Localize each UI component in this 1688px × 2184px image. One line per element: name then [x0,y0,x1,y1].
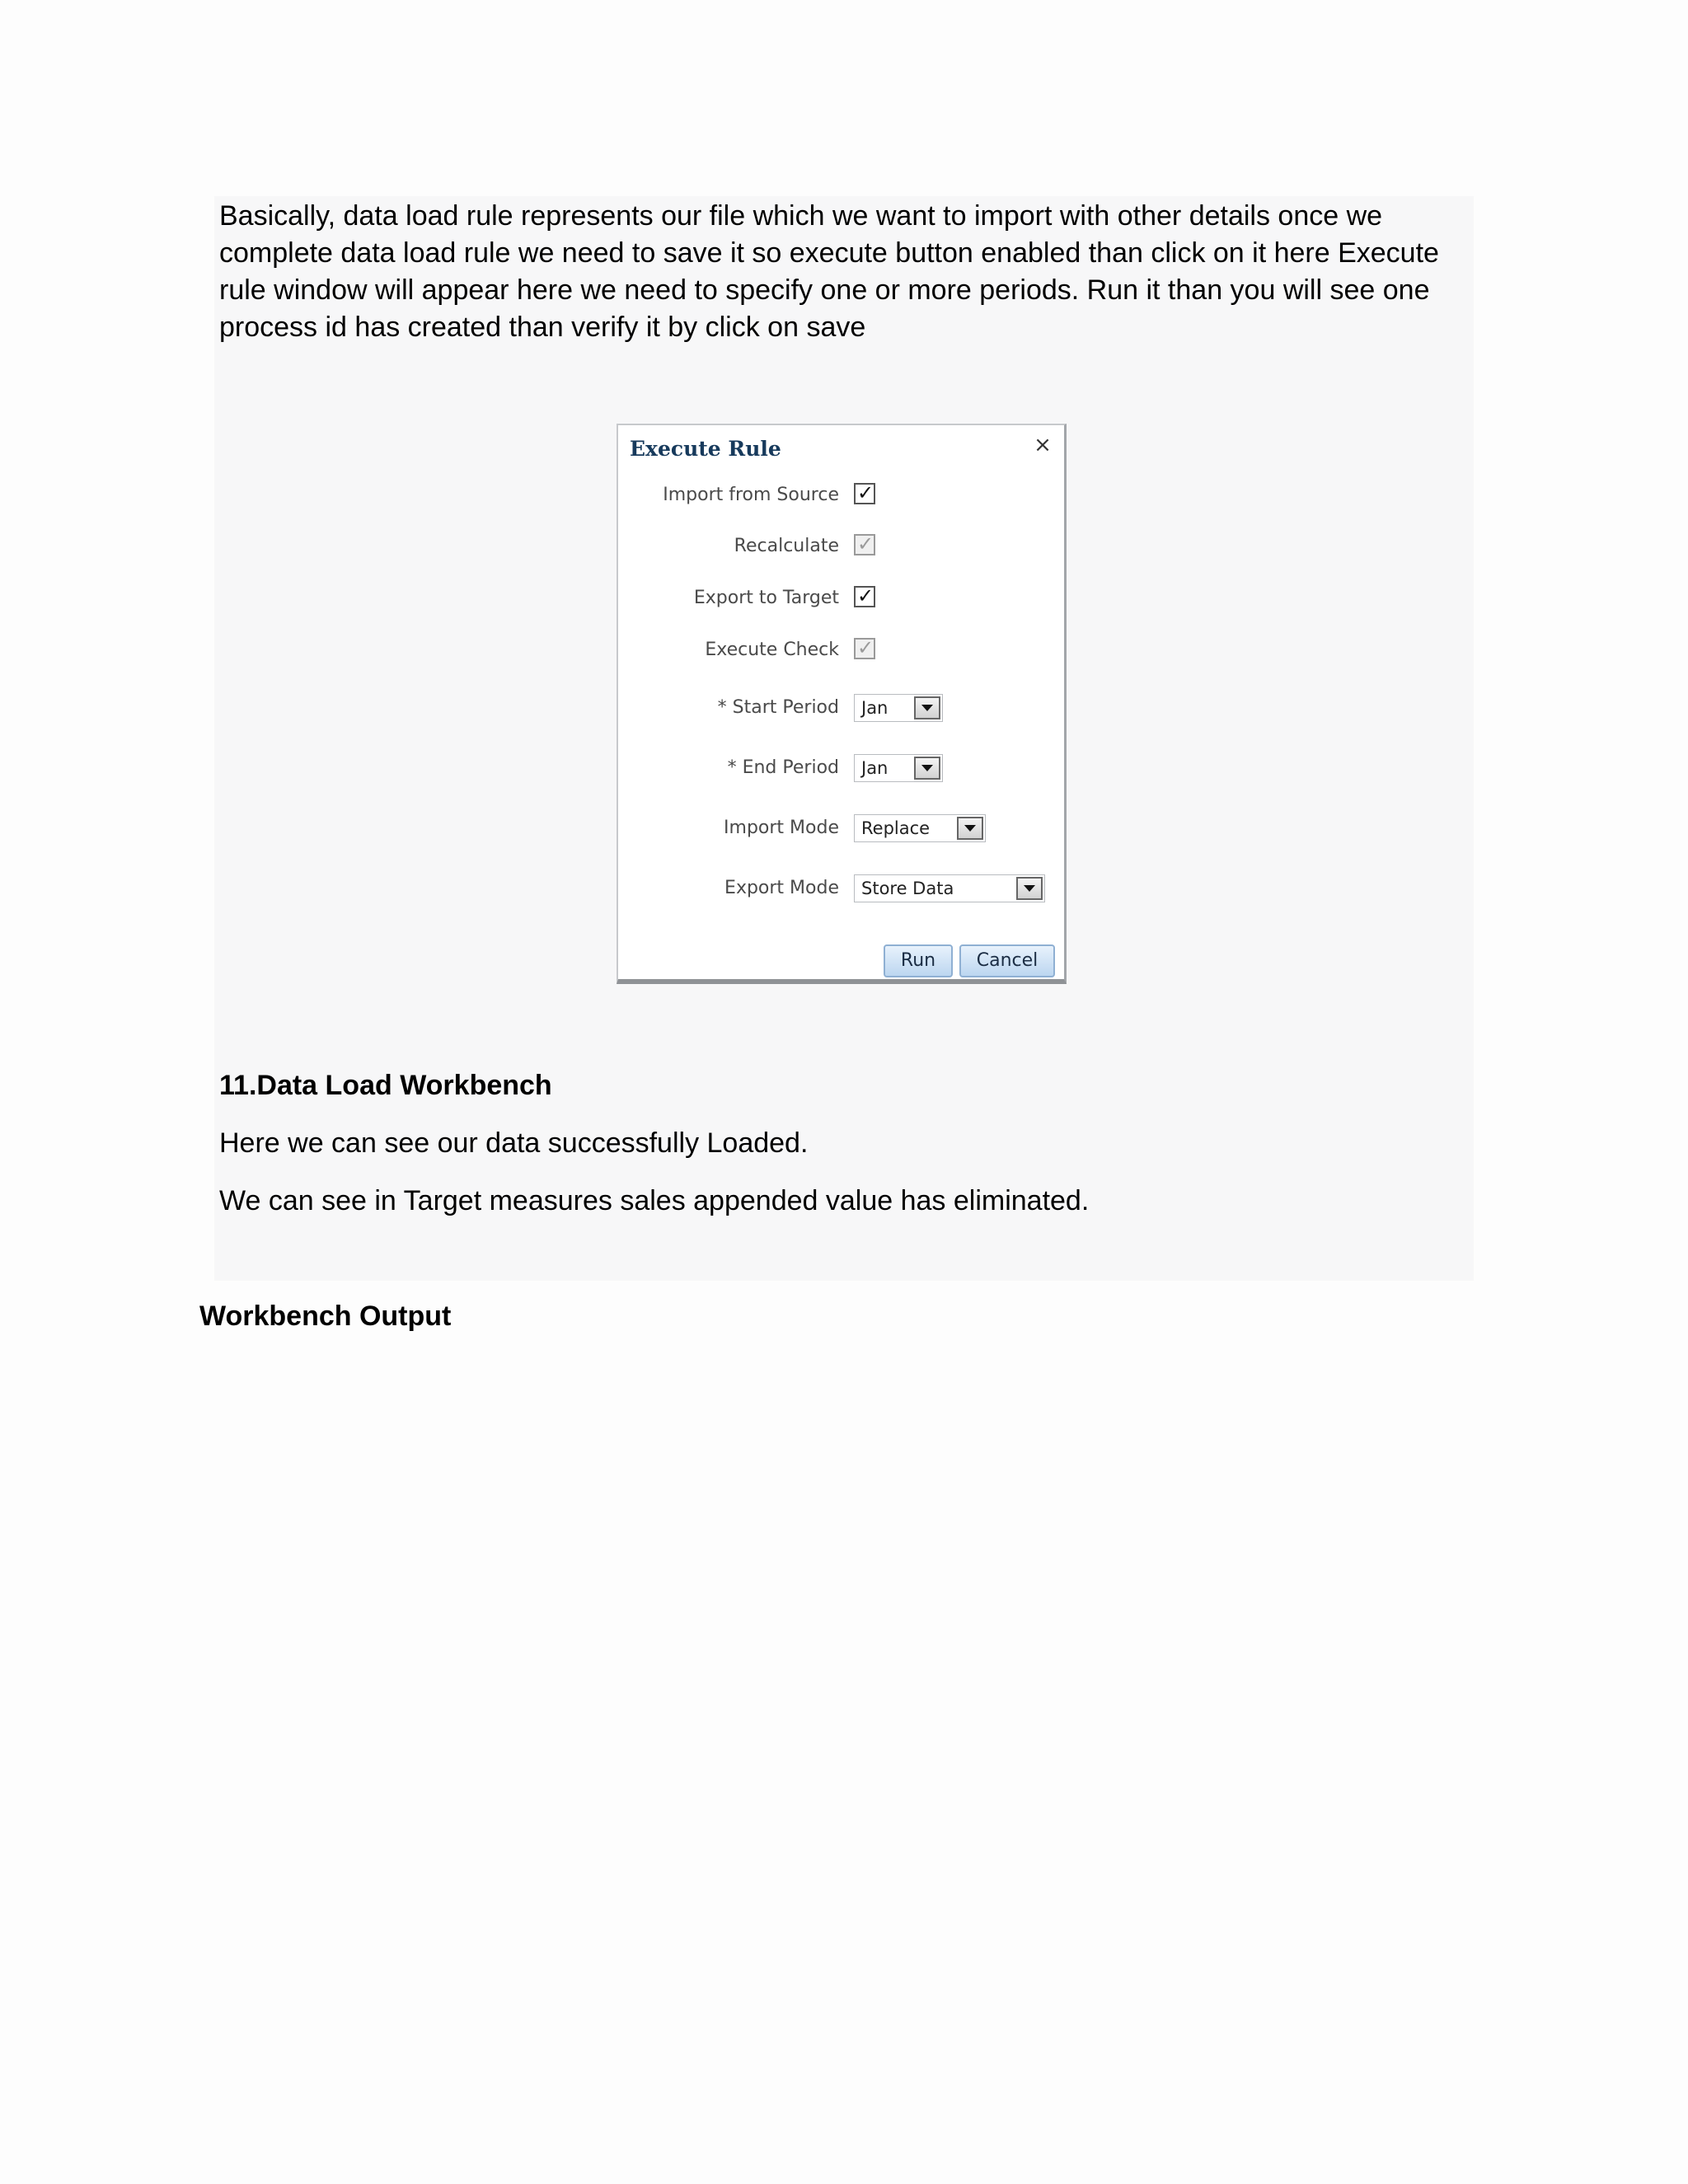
select-value: Jan [861,698,889,718]
run-button[interactable]: Run [884,944,953,977]
dropdown-button[interactable] [957,817,983,840]
chevron-down-icon [964,825,976,832]
chevron-down-icon [1024,885,1035,892]
execute-rule-dialog [617,424,1067,984]
field-end-period [618,754,1068,787]
execute-check-checkbox [854,638,875,659]
check-icon: ✓ [857,481,874,504]
dropdown-button[interactable] [1016,877,1043,900]
field-import-mode [618,814,1068,847]
option-export-to-target [618,583,1068,616]
dropdown-button[interactable] [914,757,940,780]
option-import-from-source [618,480,1068,513]
field-start-period [618,694,1068,727]
field-label: * End Period [727,757,839,778]
close-icon[interactable]: × [1034,433,1052,457]
field-label: Import Mode [724,818,839,838]
chevron-down-icon [921,765,933,771]
option-label: Export to Target [693,588,839,608]
field-label: Export Mode [724,878,839,898]
check-icon: ✓ [857,636,874,659]
cancel-button[interactable]: Cancel [959,944,1055,977]
option-recalculate [618,531,1068,564]
option-execute-check [618,635,1068,668]
dialog-title: Execute Rule [630,437,781,461]
workbench-output-heading: Workbench Output [199,1301,452,1332]
option-label: Import from Source [663,485,839,505]
body-text-line: We can see in Target measures sales appended value has eliminated. [219,1185,1090,1216]
intro-paragraph: Basically, data load rule represents our file which we want to import with other details once we complete data load rule we need to save it so execute button enabled than click on it here Execute rule window will appear here we need to specify one or more periods. Run it than you will see one process id has created than verify it by click on save [219,200,1439,343]
recalculate-checkbox [854,534,875,555]
select-value: Jan [861,758,889,778]
import-mode-select[interactable] [854,814,986,842]
end-period-select[interactable] [854,754,943,782]
start-period-select[interactable] [854,694,943,722]
field-export-mode [618,874,1068,907]
dropdown-button[interactable] [914,696,940,719]
select-value: Replace [861,818,931,838]
export-mode-select[interactable] [854,874,1045,902]
option-label: Recalculate [734,536,839,556]
execute-rule-screenshot [617,424,1071,992]
field-label: * Start Period [717,697,839,718]
section-heading: 11.Data Load Workbench [219,1070,552,1101]
option-label: Execute Check [705,640,839,660]
body-text-line: Here we can see our data successfully Loaded. [219,1127,809,1159]
check-icon: ✓ [857,584,874,607]
chevron-down-icon [921,705,933,711]
import-from-source-checkbox[interactable] [854,483,875,504]
select-value: Store Data [861,879,954,898]
check-icon: ✓ [857,532,874,555]
export-to-target-checkbox[interactable] [854,586,875,607]
